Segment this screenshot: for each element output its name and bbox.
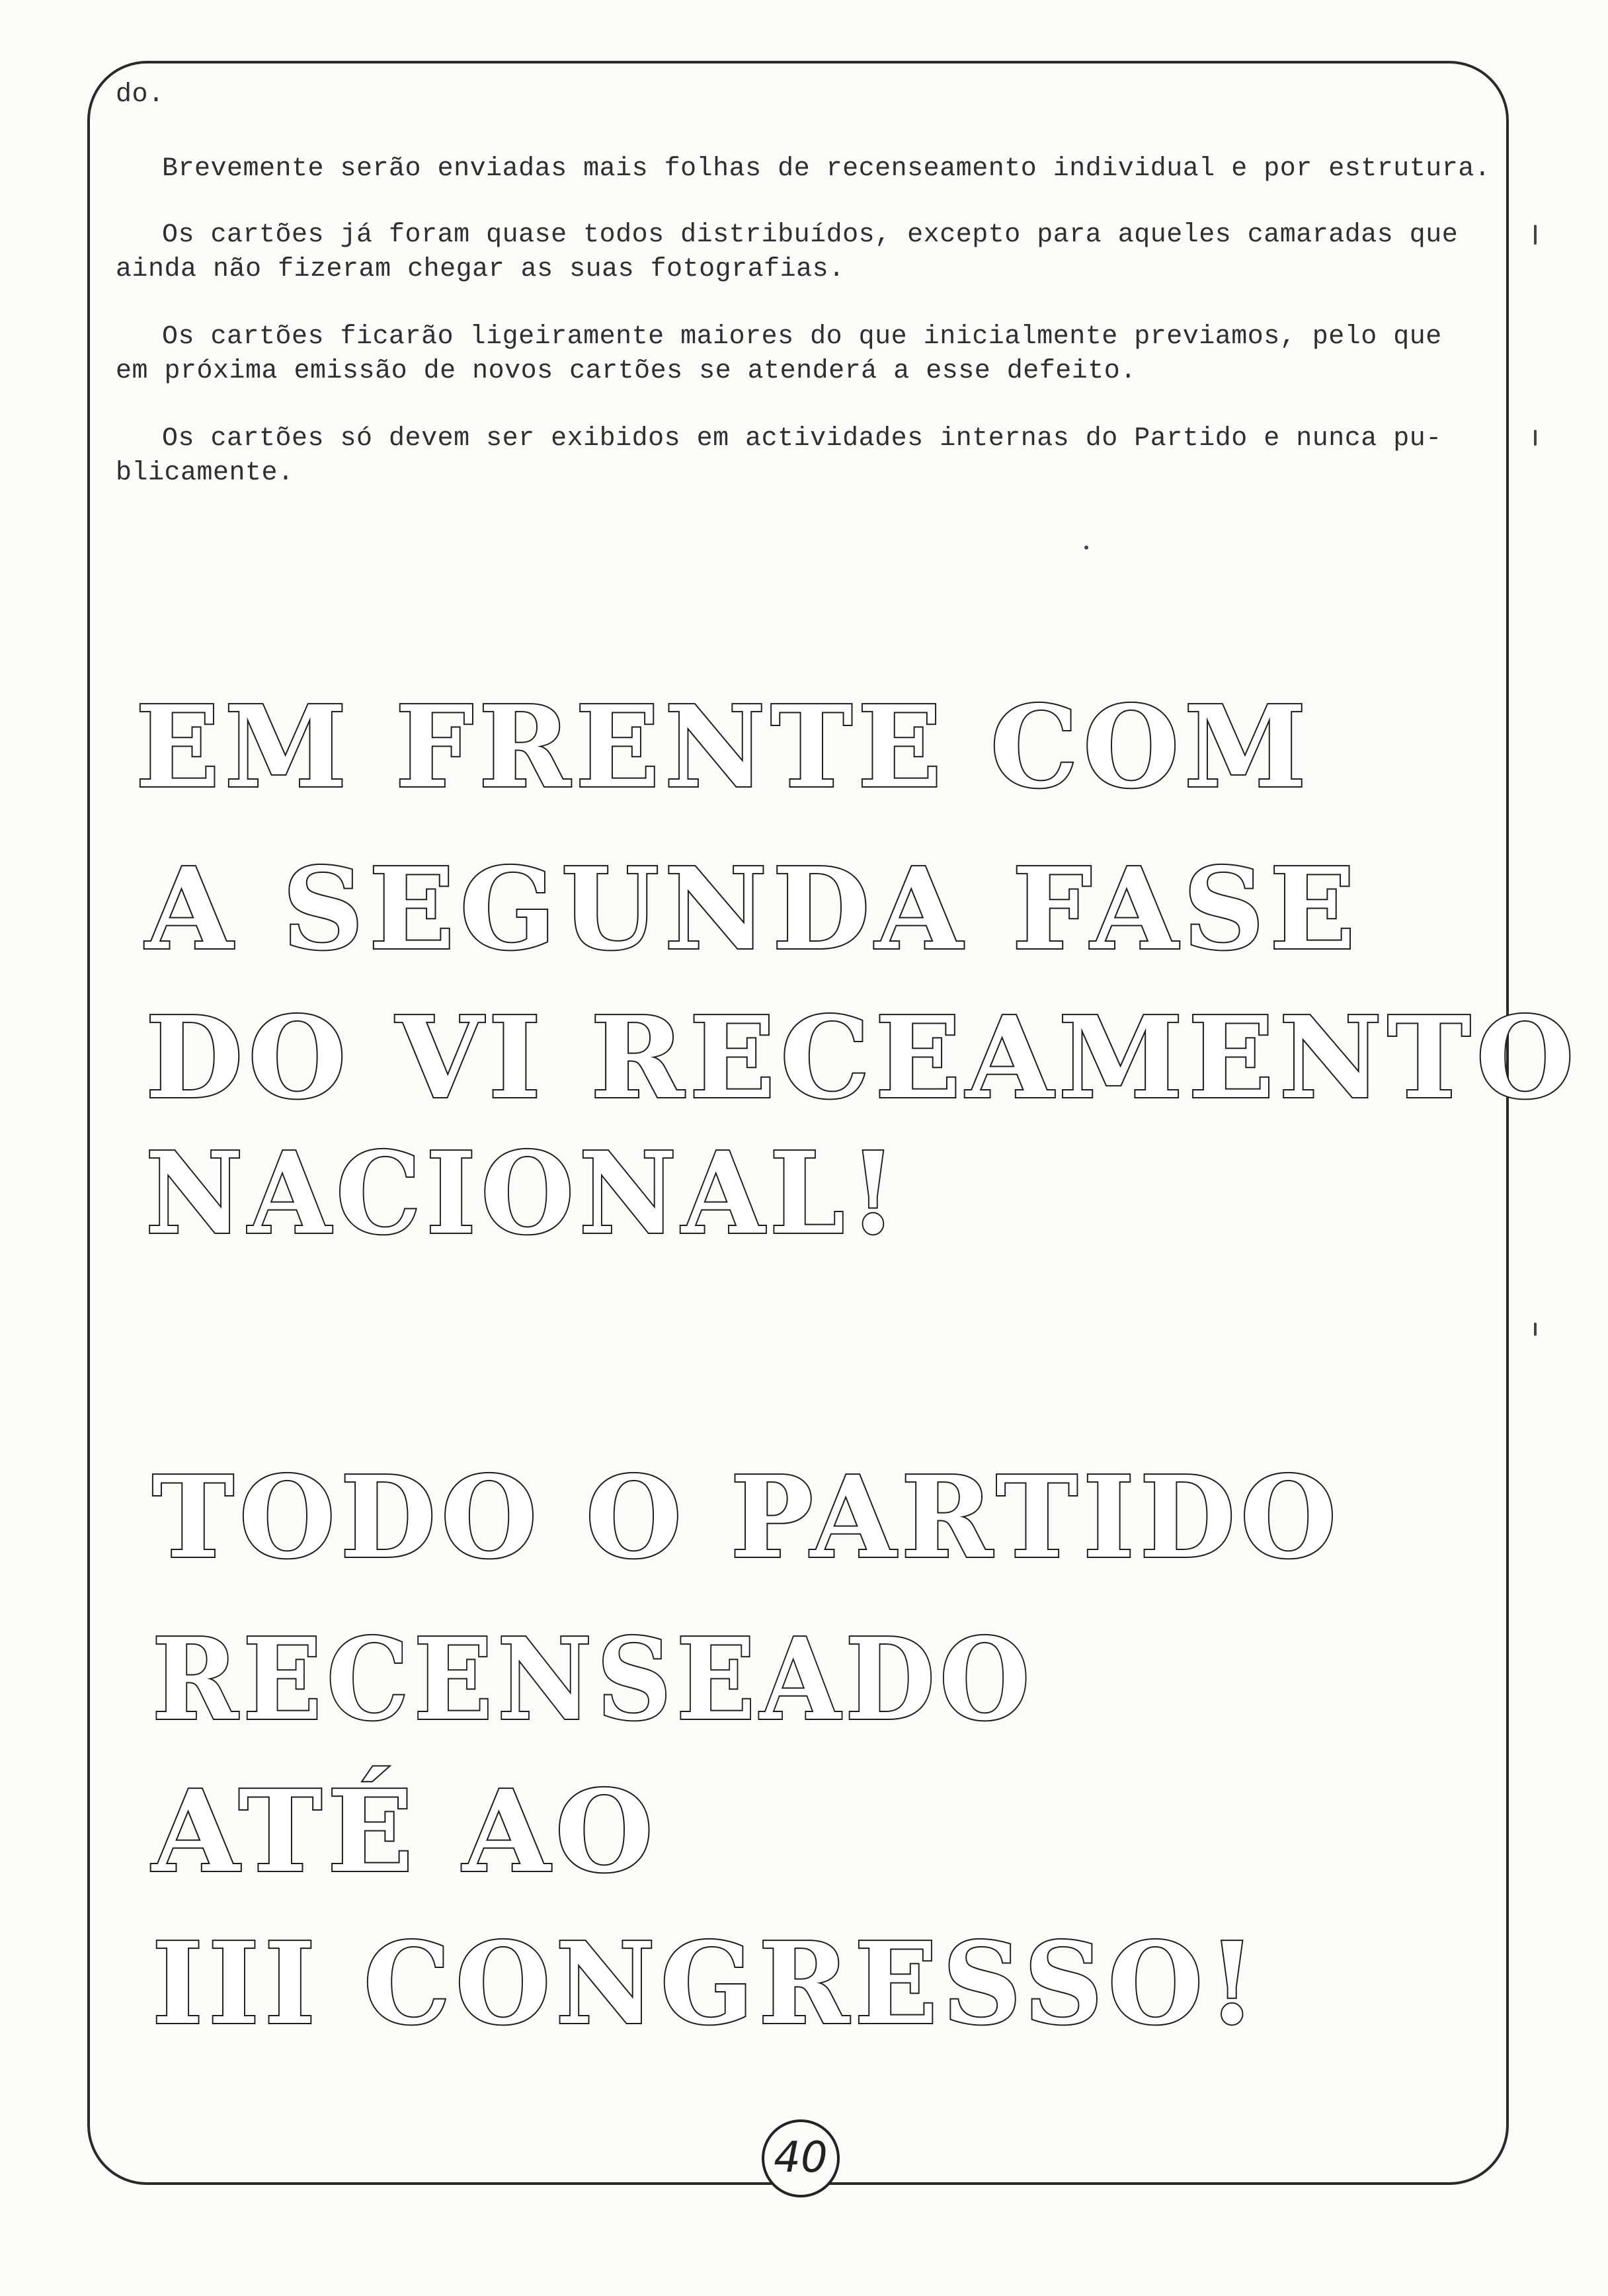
headline1-line2: A SEGUNDA FASE (145, 843, 1361, 975)
paragraph-cartoes-distribuidos (116, 218, 1458, 287)
ink-speck (1534, 430, 1537, 446)
headline1-line3: DO VI RECEAMENTO (145, 992, 1580, 1124)
paragraph-folhas: Brevemente serão enviadas mais folhas de recenseamento individual e por estrutura. (162, 154, 1491, 184)
paragraph-line: Os cartões só devem ser exibidos em actividades internas do Partido e nunca pu- (162, 424, 1442, 454)
headline2-line1: TODO O PARTIDO (152, 1452, 1342, 1584)
paragraph-line: blicamente. (116, 458, 294, 488)
headline2-line3: ATÉ AO (152, 1766, 659, 1898)
continuation-text: do. (116, 80, 165, 110)
ink-speck (1534, 225, 1537, 245)
page-number: 40 (762, 2119, 840, 2197)
paragraph-cartoes-exibidos (116, 422, 1442, 491)
ink-speck (1534, 1323, 1537, 1336)
headline1-line4: NACIONAL! (145, 1128, 902, 1260)
headline1-line1: EM FRENTE COM (136, 681, 1312, 813)
headline2-line2: RECENSEADO (152, 1614, 1035, 1746)
paragraph-line: Os cartões ficarão ligeiramente maiores do que inicialmente previamos, pelo que (162, 322, 1442, 352)
paragraph-line: ainda não fizeram chegar as suas fotografias. (116, 255, 845, 284)
headline2-line4: III CONGRESSO! (152, 1918, 1262, 2050)
ink-speck (1084, 546, 1088, 550)
paragraph-line: Os cartões já foram quase todos distribuídos, excepto para aqueles camaradas que (162, 220, 1459, 250)
paragraph-cartoes-maiores (116, 320, 1442, 389)
paragraph-line: em próxima emissão de novos cartões se atenderá a esse defeito. (116, 356, 1137, 386)
